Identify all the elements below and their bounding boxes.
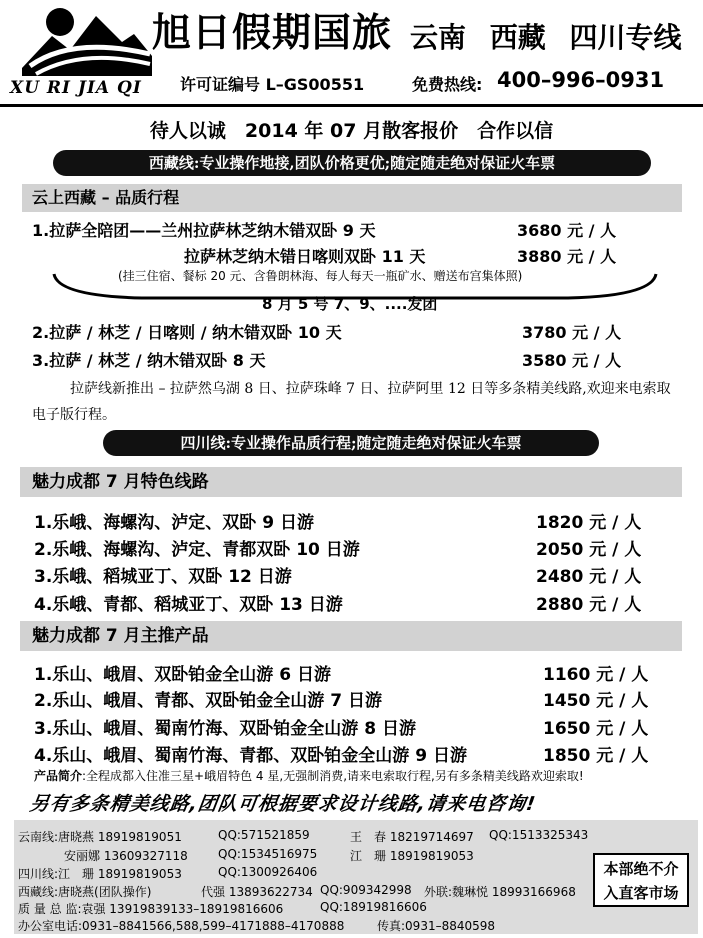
contact-text: 四川线:江 珊 18919819053 <box>18 867 182 881</box>
route-price: 1850 元 / 人 <box>543 746 649 766</box>
contact-text: 传真:0931–8840598 <box>377 919 496 933</box>
contact-text: 西藏线:唐晓燕(团队操作) <box>18 885 152 899</box>
slogan: 另有多条精美线路,团队可根据要求设计线路,请来电咨询! <box>28 793 538 815</box>
route-name: 2.乐峨、海螺沟、泸定、青都双卧 10 日游 <box>34 540 360 560</box>
product-note-label: 产品简介 <box>34 769 83 783</box>
route-price: 1650 元 / 人 <box>543 719 649 739</box>
route-price: 1820 元 / 人 <box>536 513 642 533</box>
sichuan-section1-title: 魅力成都 7 月特色线路 <box>20 467 682 497</box>
route-name: 1.拉萨全陪团——兰州拉萨林芝纳木错双卧 9 天 <box>32 221 376 240</box>
route-name: 1.乐峨、海螺沟、泸定、双卧 9 日游 <box>34 513 314 533</box>
quote-title: 待人以诚 2014 年 07 月散客报价 合作以信 <box>149 120 554 142</box>
route-name: 4.乐山、峨眉、蜀南竹海、青都、双卧铂金全山游 9 日游 <box>34 746 467 766</box>
route-name: 2.拉萨 / 林芝 / 日喀则 / 纳木错双卧 10 天 <box>32 323 342 342</box>
route-name: 拉萨林芝纳木错日喀则双卧 11 天 <box>184 247 426 266</box>
tibet-route-note: (挂三住宿、餐标 20 元、含鲁朗林海、每人每天一瓶矿水、赠送布宫集体照) <box>118 269 523 283</box>
contact-text: QQ:909342998 <box>320 883 412 897</box>
license-number: 许可证编号 L–GS00551 <box>180 75 365 94</box>
contact-text: 代强 13893622734 <box>201 885 313 899</box>
route-price: 2050 元 / 人 <box>536 540 642 560</box>
route-name: 3.拉萨 / 林芝 / 纳木错双卧 8 天 <box>32 351 266 370</box>
departure-dates: 8 月 5 号 7、9、....发团 <box>262 295 438 313</box>
brand-name: 旭日假期国旅 <box>152 11 393 56</box>
route-price: 1160 元 / 人 <box>543 665 649 685</box>
route-name: 3.乐峨、稻城亚丁、双卧 12 日游 <box>34 567 292 587</box>
product-note <box>34 767 584 784</box>
route-price: 3680 元 / 人 <box>517 221 617 240</box>
route-price: 2880 元 / 人 <box>536 595 642 615</box>
product-note-text: :全程成都入住准三星+峨眉特色 4 星,无强制消费,请来电索取行程,另有多条精美线路欢迎索取! <box>82 769 584 783</box>
contact-text: QQ:18919816606 <box>320 900 427 914</box>
contact-text: 办公室电话:0931–8841566,588,599–4171888–4170888 <box>18 919 345 933</box>
route-price: 3880 元 / 人 <box>517 247 617 266</box>
contact-text: QQ:1534516975 <box>218 847 318 861</box>
contact-text: 安丽娜 13609327118 <box>64 849 188 863</box>
tibet-more-routes: 拉萨线新推出 – 拉萨然乌湖 8 日、拉萨珠峰 7 日、拉萨阿里 12 日等多条精美线路,欢迎来电索取电子版行程。 <box>32 381 671 423</box>
contact-text: 江 珊 18919819053 <box>350 849 474 863</box>
contact-text: 外联:魏琳悦 18993166968 <box>424 885 576 899</box>
route-name: 4.乐峨、青都、稻城亚丁、双卧 13 日游 <box>34 595 343 615</box>
route-price: 3580 元 / 人 <box>522 351 622 370</box>
contact-text: 质 量 总 监:袁强 13919839133–18919816606 <box>18 902 284 916</box>
hotline-number: 400–996–0931 <box>497 68 665 92</box>
stamp-line: 本部绝不介 <box>603 860 679 878</box>
route-price: 3780 元 / 人 <box>522 323 622 342</box>
tibet-section-title: 云上西藏 – 品质行程 <box>22 184 682 212</box>
route-name: 2.乐山、峨眉、青都、双卧铂金全山游 7 日游 <box>34 691 382 711</box>
logo-text: XU RI JIA QI <box>10 78 142 98</box>
notice-stamp <box>593 853 689 907</box>
sichuan-section2-title: 魅力成都 7 月主推产品 <box>20 621 682 651</box>
contact-text: QQ:571521859 <box>218 828 310 842</box>
hotline-label: 免费热线: <box>412 75 483 94</box>
header-divider <box>0 104 703 107</box>
route-name: 1.乐山、峨眉、双卧铂金全山游 6 日游 <box>34 665 331 685</box>
company-logo <box>22 6 152 76</box>
sichuan-banner: 四川线:专业操作品质行程;随定随走绝对保证火车票 <box>103 430 599 456</box>
route-price: 1450 元 / 人 <box>543 691 649 711</box>
contact-text: QQ:1513325343 <box>489 828 589 842</box>
brand-subtitle: 云南 西藏 四川专线 <box>410 21 682 54</box>
route-name: 3.乐山、峨眉、蜀南竹海、双卧铂金全山游 8 日游 <box>34 719 416 739</box>
contact-text: 云南线:唐晓燕 18919819051 <box>18 830 182 844</box>
route-price: 2480 元 / 人 <box>536 567 642 587</box>
stamp-line: 入直客市场 <box>603 884 679 902</box>
contact-text: QQ:1300926406 <box>218 865 318 879</box>
tibet-banner: 西藏线:专业操作地接,团队价格更优;随定随走绝对保证火车票 <box>53 150 651 176</box>
contact-text: 王 春 18219714697 <box>350 830 474 844</box>
